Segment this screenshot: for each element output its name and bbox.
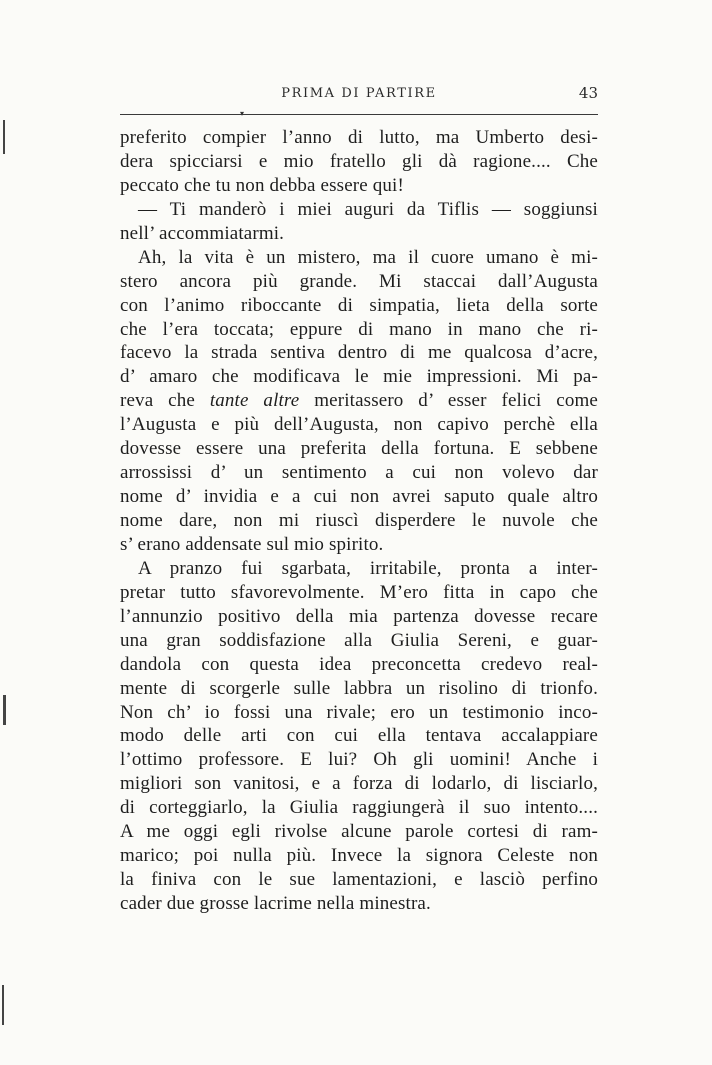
running-title: PRIMA DI PARTIRE xyxy=(281,86,437,101)
text-line: stero ancora più grande. Mi staccai dall’Augusta xyxy=(120,270,598,292)
text-line: l’ottimo professore. E lui? Oh gli uomini! Anche i xyxy=(120,749,598,771)
text-line: nell’ accommiatarmi. xyxy=(120,222,285,244)
text-line: marico; poi nulla più. Invece la signora Celeste non xyxy=(120,845,598,867)
text-line: dera spicciarsi e mio fratello gli dà ragione.... Che xyxy=(120,150,598,172)
text-line: modo delle arti con cui ella tentava accalappiare xyxy=(120,725,598,747)
italic-emphasis: tante altre xyxy=(209,390,300,412)
text-line: migliori son vanitosi, e a forza di lodarlo, di lisciarlo, xyxy=(120,773,598,795)
text-line: Non ch’ io fossi una rivale; ero un testimonio inco- xyxy=(120,701,598,723)
text-line: cader due grosse lacrime nella minestra. xyxy=(120,893,431,914)
text-line: dandola con questa idea preconcetta credevo real- xyxy=(120,653,598,675)
text-line: A pranzo fui sgarbata, irritabile, pronta a inter- xyxy=(138,557,598,579)
text-line: arrossissi d’ un sentimento a cui non volevo dar xyxy=(120,462,598,484)
text-line-with-italic xyxy=(120,389,598,413)
text-fragment: meritassero d’ esser felici come xyxy=(314,390,598,412)
text-line: Ah, la vita è un mistero, ma il cuore umano è mi- xyxy=(138,246,598,268)
text-line: A me oggi egli rivolse alcune parole cortesi di ram- xyxy=(120,821,598,843)
text-line: pretar tutto sfavorevolmente. M’ero fitta in capo che xyxy=(120,581,598,603)
rule-ornament-icon: ▾ xyxy=(240,109,245,118)
text-line: dovesse essere una preferita della fortuna. E sebbene xyxy=(120,438,598,460)
scan-edge-mark xyxy=(2,985,4,1025)
text-line: — Ti manderò i miei auguri da Tiflis — soggiunsi xyxy=(138,198,598,220)
body-text xyxy=(120,126,598,916)
scan-edge-mark xyxy=(3,695,6,725)
page-number: 43 xyxy=(578,84,598,102)
text-line: peccato che tu non debba essere qui! xyxy=(120,174,404,196)
text-line: nome d’ invidia e a cui non avrei saputo quale altro xyxy=(120,486,598,508)
text-line: che l’era toccata; eppure di mano in mano che ri- xyxy=(120,318,598,340)
text-line: una gran soddisfazione alla Giulia Sereni, e guar- xyxy=(120,629,598,651)
text-line: d’ amaro che modificava le mie impressioni. Mi pa- xyxy=(120,366,598,388)
text-line: nome dare, non mi riuscì disperdere le nuvole che xyxy=(120,510,598,531)
text-line: di corteggiarlo, la Giulia raggiungerà il suo intento.... xyxy=(120,797,598,819)
text-line: facevo la strada sentiva dentro di me qualcosa d’acre, xyxy=(120,342,598,364)
scan-edge-mark xyxy=(3,120,5,154)
text-line: la finiva con le sue lamentazioni, e lasciò perfino xyxy=(120,869,598,891)
text-line: l’annunzio positivo della mia partenza dovesse recare xyxy=(120,605,598,627)
text-line: preferito compier l’anno di lutto, ma Umberto desi- xyxy=(120,127,598,148)
text-line: con l’animo riboccante di simpatia, lieta della sorte xyxy=(120,294,598,316)
header-rule xyxy=(120,114,598,115)
page-header xyxy=(120,86,598,110)
text-fragment: reva che xyxy=(120,390,195,412)
text-line: mente di scorgerle sulle labbra un risolino di trionfo. xyxy=(120,677,598,699)
text-line: s’ erano addensate sul mio spirito. xyxy=(120,533,384,555)
text-line: l’Augusta e più dell’Augusta, non capivo perchè ella xyxy=(120,414,598,436)
